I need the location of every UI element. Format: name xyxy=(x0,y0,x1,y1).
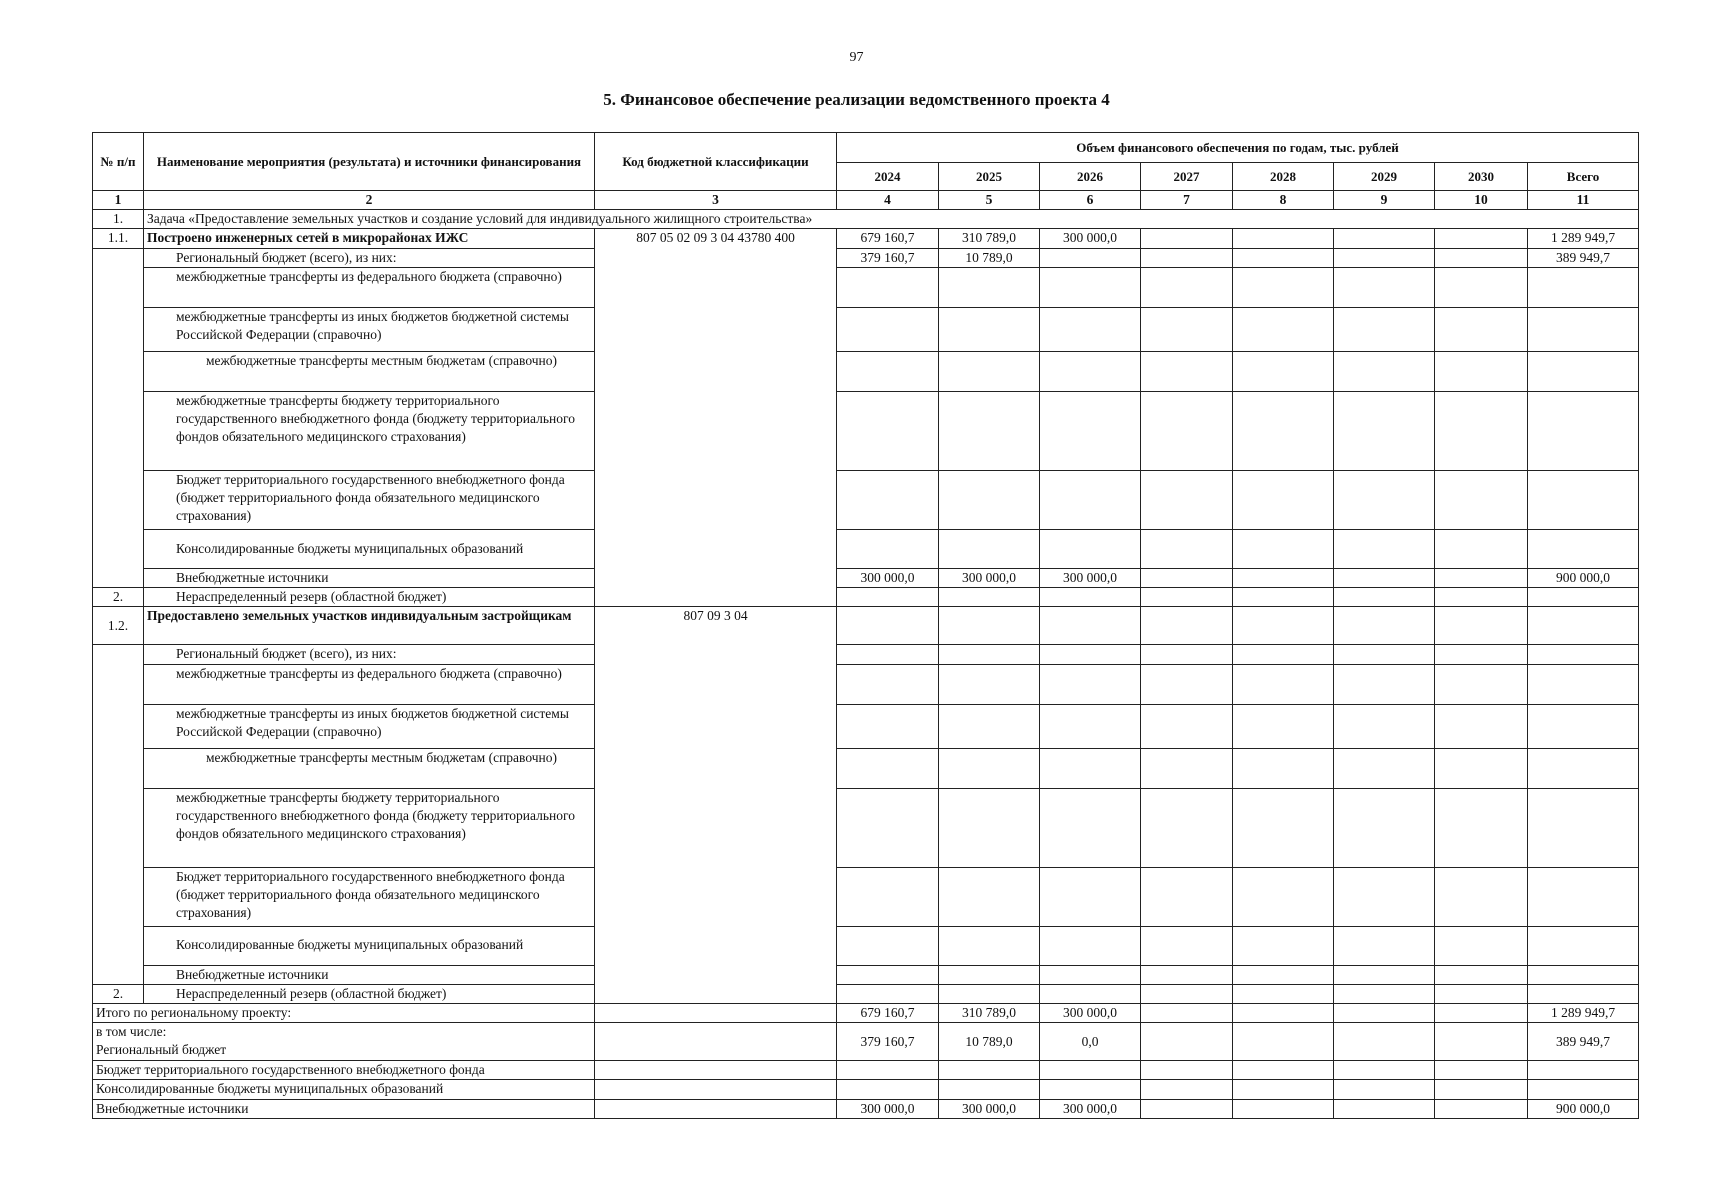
source-row xyxy=(93,645,1639,664)
value-cell: 300 000,0 xyxy=(939,568,1040,587)
source-row xyxy=(93,470,1639,529)
value-cell: 300 000,0 xyxy=(837,1099,939,1118)
value-cell xyxy=(1435,568,1528,587)
value-cell: 900 000,0 xyxy=(1528,1099,1639,1118)
value-cell: 389 949,7 xyxy=(1528,1023,1639,1061)
header-num: № п/п xyxy=(93,133,144,191)
task-text: Задача «Предоставление земельных участков и создание условий для индивидуального жилищного строительства» xyxy=(144,210,1639,229)
source-row xyxy=(93,351,1639,391)
value-cell xyxy=(1334,229,1435,248)
source-label: Внебюджетные источники xyxy=(144,965,595,984)
value-cell: 300 000,0 xyxy=(837,568,939,587)
total-label: Итого по региональному проекту: xyxy=(93,1003,595,1022)
value-cell xyxy=(1435,248,1528,267)
col-number: 7 xyxy=(1141,191,1233,210)
source-label: Региональный бюджет (всего), из них: xyxy=(144,248,595,267)
source-label: межбюджетные трансферты местным бюджетам (справочно) xyxy=(144,748,595,788)
value-cell: 300 000,0 xyxy=(1040,1003,1141,1022)
header-year: 2028 xyxy=(1233,163,1334,191)
value-cell xyxy=(1233,1023,1334,1061)
value-cell xyxy=(1334,1099,1435,1118)
header-kbk: Код бюджетной классификации xyxy=(595,133,837,191)
source-label: межбюджетные трансферты из федерального бюджета (справочно) xyxy=(144,664,595,704)
result-row xyxy=(93,229,1639,248)
col-number: 6 xyxy=(1040,191,1141,210)
col-number: 10 xyxy=(1435,191,1528,210)
value-cell xyxy=(1233,1003,1334,1022)
value-cell xyxy=(1435,1023,1528,1061)
total-regional-row xyxy=(93,1023,1639,1061)
col-number: 1 xyxy=(93,191,144,210)
reserve-row xyxy=(93,984,1639,1003)
document-title: 5. Финансовое обеспечение реализации ведомственного проекта 4 xyxy=(603,90,1110,109)
source-row xyxy=(93,965,1639,984)
source-label: межбюджетные трансферты из иных бюджетов бюджетной системы Российской Федерации (справочно) xyxy=(144,307,595,351)
value-cell: 300 000,0 xyxy=(1040,229,1141,248)
header-year: 2024 xyxy=(837,163,939,191)
value-cell xyxy=(1141,1023,1233,1061)
header-total: Всего xyxy=(1528,163,1639,191)
header-volume: Объем финансового обеспечения по годам, тыс. рублей xyxy=(837,133,1639,163)
value-cell: 10 789,0 xyxy=(939,1023,1040,1061)
total-regional-label-line2: Региональный бюджет xyxy=(96,1042,227,1058)
value-cell xyxy=(1233,1099,1334,1118)
total-regional-label xyxy=(93,1023,595,1061)
source-row xyxy=(93,529,1639,568)
source-row xyxy=(93,748,1639,788)
value-cell xyxy=(1435,1099,1528,1118)
reserve-label: Нераспределенный резерв (областной бюджет) xyxy=(144,984,595,1003)
source-row xyxy=(93,664,1639,704)
value-cell: 679 160,7 xyxy=(837,1003,939,1022)
header-year: 2029 xyxy=(1334,163,1435,191)
header-year: 2030 xyxy=(1435,163,1528,191)
value-cell: 679 160,7 xyxy=(837,229,939,248)
value-cell: 310 789,0 xyxy=(939,229,1040,248)
header-year: 2026 xyxy=(1040,163,1141,191)
result-kbk: 807 05 02 09 3 04 43780 400 xyxy=(595,229,837,588)
col-number: 9 xyxy=(1334,191,1435,210)
value-cell xyxy=(1233,568,1334,587)
value-cell: 0,0 xyxy=(1040,1023,1141,1061)
source-row xyxy=(93,391,1639,470)
source-label: Внебюджетные источники xyxy=(144,568,595,587)
total-tfoms-label: Бюджет территориального государственного внебюджетного фонда xyxy=(93,1061,595,1080)
value-cell xyxy=(1334,1023,1435,1061)
value-cell: 379 160,7 xyxy=(837,1023,939,1061)
source-row xyxy=(93,307,1639,351)
financing-table xyxy=(92,132,1639,1119)
value-cell: 1 289 949,7 xyxy=(1528,229,1639,248)
value-cell: 389 949,7 xyxy=(1528,248,1639,267)
col-number: 3 xyxy=(595,191,837,210)
source-label: Бюджет территориального государственного внебюджетного фонда (бюджет территориального фонда обязательного медицинского страхования) xyxy=(144,470,595,529)
value-cell: 300 000,0 xyxy=(1040,568,1141,587)
col-number: 8 xyxy=(1233,191,1334,210)
total-consolidated-label: Консолидированные бюджеты муниципальных образований xyxy=(93,1080,595,1099)
result-name: Построено инженерных сетей в микрорайонах ИЖС xyxy=(144,229,595,248)
result-num: 1.2. xyxy=(93,607,144,645)
source-row xyxy=(93,788,1639,867)
value-cell: 900 000,0 xyxy=(1528,568,1639,587)
total-tfoms-row xyxy=(93,1061,1639,1080)
value-cell xyxy=(1435,229,1528,248)
page-number: 97 xyxy=(849,50,864,65)
total-extra-row xyxy=(93,1099,1639,1118)
result-num: 1.1. xyxy=(93,229,144,248)
col-number: 4 xyxy=(837,191,939,210)
source-row xyxy=(93,267,1639,307)
header-name: Наименование мероприятия (результата) и источники финансирования xyxy=(144,133,595,191)
total-regional-label-line1: в том числе: xyxy=(96,1024,167,1040)
source-label: Консолидированные бюджеты муниципальных образований xyxy=(144,926,595,965)
source-label: Бюджет территориального государственного внебюджетного фонда (бюджет территориального фонда обязательного медицинского страхования) xyxy=(144,867,595,926)
value-cell xyxy=(1040,248,1141,267)
reserve-row xyxy=(93,588,1639,607)
source-row xyxy=(93,704,1639,748)
source-row xyxy=(93,248,1639,267)
value-cell xyxy=(1141,568,1233,587)
source-label: Региональный бюджет (всего), из них: xyxy=(144,645,595,664)
value-cell xyxy=(1141,229,1233,248)
header-year: 2025 xyxy=(939,163,1040,191)
reserve-label: Нераспределенный резерв (областной бюджет) xyxy=(144,588,595,607)
header-year: 2027 xyxy=(1141,163,1233,191)
value-cell xyxy=(1334,1003,1435,1022)
value-cell xyxy=(1141,248,1233,267)
value-cell xyxy=(1435,1003,1528,1022)
source-label: межбюджетные трансферты из иных бюджетов бюджетной системы Российской Федерации (справочно) xyxy=(144,704,595,748)
result-kbk: 807 09 3 04 xyxy=(595,607,837,1004)
col-number: 5 xyxy=(939,191,1040,210)
value-cell xyxy=(1141,1003,1233,1022)
col-number: 11 xyxy=(1528,191,1639,210)
value-cell: 310 789,0 xyxy=(939,1003,1040,1022)
total-consolidated-row xyxy=(93,1080,1639,1099)
source-label: межбюджетные трансферты из федерального бюджета (справочно) xyxy=(144,267,595,307)
value-cell: 1 289 949,7 xyxy=(1528,1003,1639,1022)
source-label: межбюджетные трансферты местным бюджетам (справочно) xyxy=(144,351,595,391)
col-number: 2 xyxy=(144,191,595,210)
source-row xyxy=(93,568,1639,587)
value-cell xyxy=(1233,248,1334,267)
reserve-num: 2. xyxy=(93,984,144,1003)
value-cell: 10 789,0 xyxy=(939,248,1040,267)
total-row xyxy=(93,1003,1639,1022)
value-cell xyxy=(1141,1099,1233,1118)
result-row xyxy=(93,607,1639,645)
task-num: 1. xyxy=(93,210,144,229)
source-row xyxy=(93,926,1639,965)
source-label: Консолидированные бюджеты муниципальных образований xyxy=(144,529,595,568)
total-extra-label: Внебюджетные источники xyxy=(93,1099,595,1118)
source-label: межбюджетные трансферты бюджету территориального государственного внебюджетного фонда (бюджету территориального фондов обязательного медицинского страхования) xyxy=(144,788,595,867)
source-row xyxy=(93,867,1639,926)
value-cell xyxy=(1334,248,1435,267)
source-label: межбюджетные трансферты бюджету территориального государственного внебюджетного фонда (бюджету территориального фондов обязательного медицинского страхования) xyxy=(144,391,595,470)
value-cell: 300 000,0 xyxy=(939,1099,1040,1118)
task-row xyxy=(93,210,1639,229)
value-cell: 379 160,7 xyxy=(837,248,939,267)
value-cell xyxy=(1334,568,1435,587)
reserve-num: 2. xyxy=(93,588,144,607)
value-cell xyxy=(1233,229,1334,248)
result-name: Предоставлено земельных участков индивидуальным застройщикам xyxy=(144,607,595,645)
value-cell: 300 000,0 xyxy=(1040,1099,1141,1118)
